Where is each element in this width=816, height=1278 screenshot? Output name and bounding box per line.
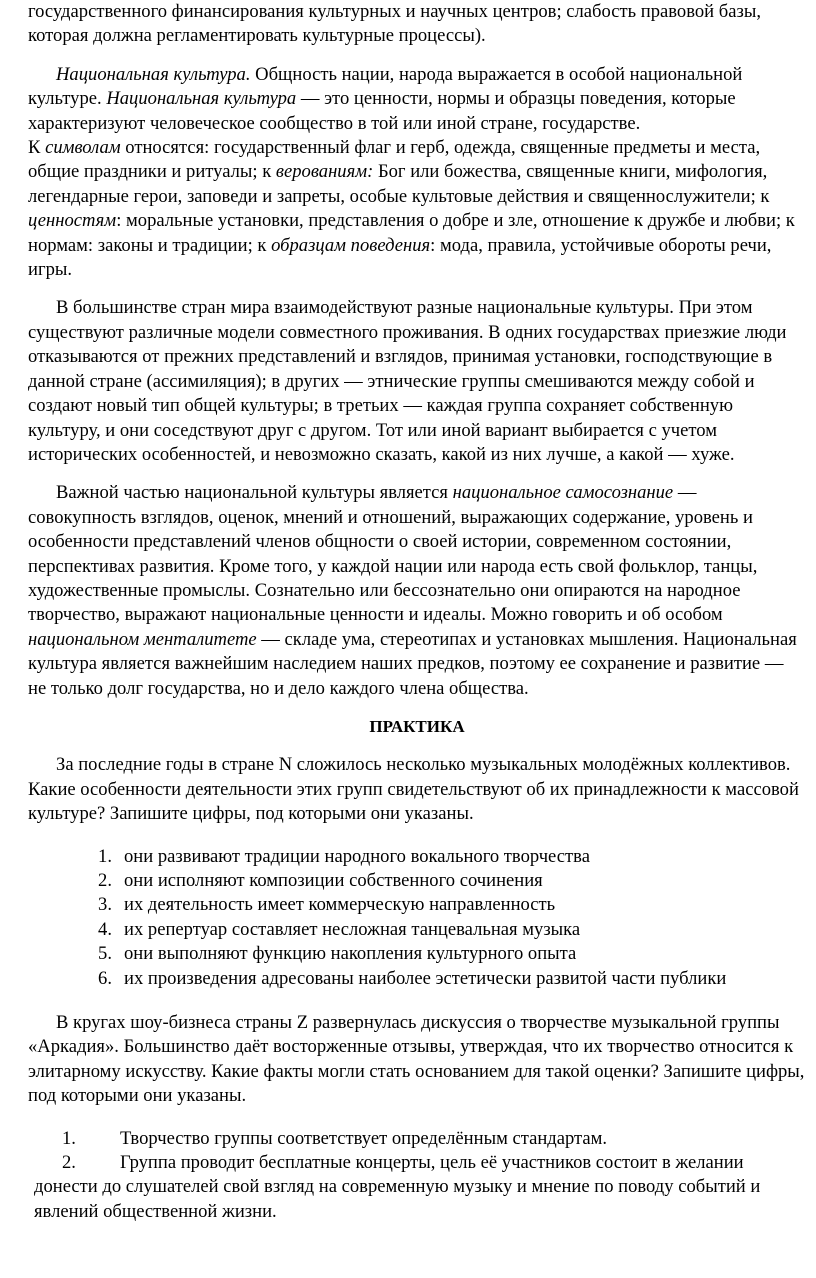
option-text: они исполняют композиции собственного сочинения: [124, 870, 543, 891]
term-symbols: символам: [45, 137, 121, 159]
option-number: 2.: [98, 870, 112, 891]
option-number: 2.: [62, 1152, 76, 1174]
task-1-option: [28, 918, 806, 942]
task-1-option: [28, 869, 806, 893]
option-number: 3.: [98, 894, 112, 916]
task-1-option: [28, 942, 806, 966]
paragraph-national-identity: [28, 481, 806, 701]
text-fragment: относятся: государственный флаг и герб, одежда, священные предметы и места, общие праздники и ритуалы; к: [28, 137, 761, 183]
text-fragment: — это ценности, нормы и образцы поведения, которые характеризуют человеческое сообщество в той или иной стране, государстве.: [28, 88, 736, 134]
section-title-practice: ПРАКТИКА: [369, 716, 465, 736]
term-national-culture: Национальная культура: [106, 88, 297, 110]
task-2-question: В кругах шоу-бизнеса страны Z развернулась дискуссия о творчестве музыкальной группы «Аркадия». Большинство даёт восторженные отзывы, утверждая, что их творчество относится к элитарному искусству. Какие факты могли стать основанием для такой оценки? Запишите цифры, под которыми они указаны.: [28, 1012, 805, 1107]
paragraph-coexistence-models: В большинстве стран мира взаимодействуют разные национальные культуры. При этом существуют различные модели совместного проживания. В одних государствах приезжие люди отказываются от прежних представлений и взглядов, принимая установки, господствующие в данной стране (ассимиляция); в других — этнические группы смешиваются между собой и создают новый тип общей культуры; в третьих — каждая группа сохраняет собственную культуру, и они соседствуют друг с другом. Тот или иной вариант выбирается с учетом исторических особенностей, и невозможно сказать, какой из них лучше, а какой — хуже.: [28, 297, 787, 465]
task-1-option: [28, 893, 806, 917]
option-number: 5.: [98, 943, 112, 965]
option-text: их произведения адресованы наиболее эстетически развитой части публики: [124, 967, 727, 989]
text-fragment: К: [28, 137, 46, 159]
task-2-option: [28, 1151, 806, 1224]
option-number: 4.: [98, 918, 112, 940]
text-fragment: Бог или божества, священные книги, мифология, легендарные герои, заповеди и запреты, особые культовые действия и священнослужители; к: [28, 161, 770, 207]
option-text: они выполняют функцию накопления культурного опыта: [124, 943, 577, 965]
text-fragment: — совокупность взглядов, оценок, мнений и отношений, выражающих содержание, уровень и особенности представлений членов общности о своей истории, современном состоянии, перспективах развития. Кроме того, у каждой нации или народа есть свой фольклор, танцы, художественные промыслы. Сознательно или бессознательно они опираются на народное творчество, выражают национальные ценности и идеалы. Можно говорить и об особом: [28, 482, 758, 626]
option-number: 6.: [98, 967, 112, 989]
option-text: Творчество группы соответствует определённым стандартам.: [120, 1127, 608, 1149]
option-text: их репертуар составляет несложная танцевальная музыка: [124, 918, 581, 940]
paragraph-national-culture-continued: [28, 136, 806, 282]
option-text: их деятельность имеет коммерческую направленность: [124, 894, 556, 916]
task-2-option: [28, 1127, 806, 1151]
text-fragment: — складе ума, стереотипах и установках мышления. Национальная культура является важнейшим наследием наших предков, поэтому ее сохранение и развитие — не только долг государства, но и дело каждого члена общества.: [28, 628, 797, 699]
term-national-self-awareness: национальное самосознание: [452, 482, 674, 504]
paragraph-national-culture: [28, 63, 806, 136]
term-beliefs: верованиям:: [275, 161, 374, 183]
task-2-options: [28, 1127, 806, 1225]
task-1-options: [28, 845, 806, 991]
text-fragment: Важной частью национальной культуры является: [56, 482, 453, 504]
task-1-question: За последние годы в стране N сложилось несколько музыкальных молодёжных коллективов. Какие особенности деятельности этих групп свидетельствуют об их принадлежности к массовой культуре? Запишите цифры, под которыми они указаны.: [28, 754, 799, 825]
paragraph-intro-continuation: государственного финансирования культурных и научных центров; слабость правовой базы, которая должна регламентировать культурные процессы).: [28, 1, 761, 47]
task-1-option: [28, 845, 806, 869]
option-text: они развивают традиции народного вокального творчества: [124, 845, 590, 867]
option-number: 1.: [98, 845, 112, 867]
text-fragment: : мода, правила, устойчивые обороты речи, игры.: [28, 234, 772, 281]
task-1-option: [28, 967, 806, 991]
text-fragment: Общность нации, народа выражается в особой национальной культуре.: [28, 63, 743, 110]
term-national-mentality: национальном менталитете: [28, 628, 257, 650]
option-number: 1.: [62, 1127, 76, 1149]
option-text: Группа проводит бесплатные концерты, цель её участников состоит в желании донести до слушателей свой взгляд на современную музыку и мнение по поводу событий и явлений общественной жизни.: [34, 1152, 761, 1222]
term-national-culture-heading: Национальная культура.: [56, 63, 251, 85]
text-fragment: : моральные установки, представления о добре и зле, отношение к дружбе и любви; к нормам: законы и традиции; к: [28, 210, 795, 256]
term-values: ценностям: [28, 210, 117, 232]
term-behavior-patterns: образцам поведения: [271, 234, 431, 256]
